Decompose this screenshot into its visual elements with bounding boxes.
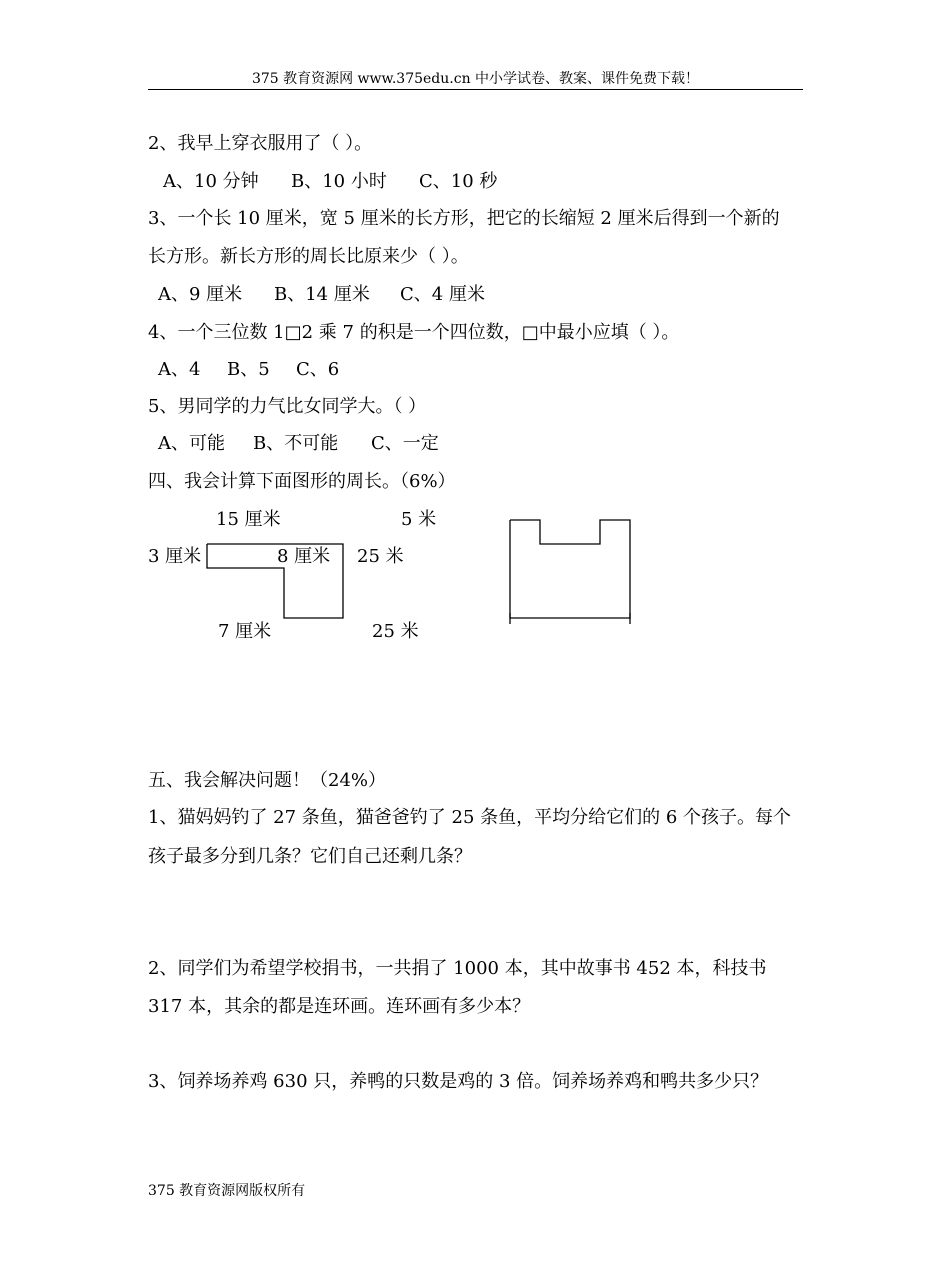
figure1-top-label: 15 厘米: [216, 509, 281, 530]
option-c: C、一定: [371, 433, 439, 454]
option-b: B、5: [227, 359, 270, 380]
problem-3: 3、饲养场养鸡 630 只，养鸭的只数是鸡的 3 倍。饲养场养鸡和鸭共多少只？: [148, 1071, 769, 1092]
header-text: 375 教育资源网 www.375edu.cn 中小学试卷、教案、课件免费下载！: [251, 71, 700, 87]
problem-2-line1: 2、同学们为希望学校捐书，一共捐了 1000 本，其中故事书 452 本，科技书: [148, 958, 767, 979]
page-footer: 375 教育资源网版权所有: [148, 1183, 306, 1199]
option-b: B、10 小时: [291, 171, 387, 192]
section-5-title: 五、我会解决问题！（24%）: [148, 770, 387, 791]
question-2-text: 2、我早上穿衣服用了（ ）。: [148, 133, 373, 154]
figure1-left-label: 3 厘米: [148, 546, 202, 567]
figure2-bottom-label: 25 米: [372, 621, 419, 642]
option-b: B、14 厘米: [274, 284, 370, 305]
problem-1-line1: 1、猫妈妈钓了 27 条鱼，猫爸爸钓了 25 条鱼，平均分给它们的 6 个孩子。每个: [148, 807, 792, 828]
option-b: B、不可能: [253, 433, 339, 454]
question-4-text: 4、一个三位数 1□2 乘 7 的积是一个四位数，□中最小应填（ ）。: [148, 322, 680, 343]
figure2-left-label: 25 米: [357, 546, 404, 567]
section-4-title: 四、我会计算下面图形的周长。（6%）: [148, 471, 456, 492]
figure1-bottom-label: 7 厘米: [218, 621, 272, 642]
option-a: A、4: [158, 359, 201, 380]
problem-2-line2: 317 本，其余的都是连环画。连环画有多少本？: [148, 996, 531, 1017]
figure2-shape: [510, 520, 630, 618]
option-a: A、可能: [158, 433, 225, 454]
option-c: C、6: [296, 359, 340, 380]
figure1-inner-label: 8 厘米: [277, 546, 331, 567]
option-c: C、10 秒: [419, 171, 498, 192]
option-a: A、10 分钟: [163, 171, 259, 192]
problem-1-line2: 孩子最多分到几条？它们自己还剩几条？: [148, 846, 472, 867]
question-3-text-line2: 长方形。新长方形的周长比原来少（ ）。: [148, 246, 469, 267]
figure2-top-label: 5 米: [401, 509, 437, 530]
question-5-text: 5、男同学的力气比女同学大。（ ）: [148, 396, 427, 417]
option-c: C、4 厘米: [400, 284, 485, 305]
question-3-text-line1: 3、一个长 10 厘米，宽 5 厘米的长方形，把它的长缩短 2 厘米后得到一个新的: [148, 208, 780, 229]
option-a: A、9 厘米: [158, 284, 243, 305]
